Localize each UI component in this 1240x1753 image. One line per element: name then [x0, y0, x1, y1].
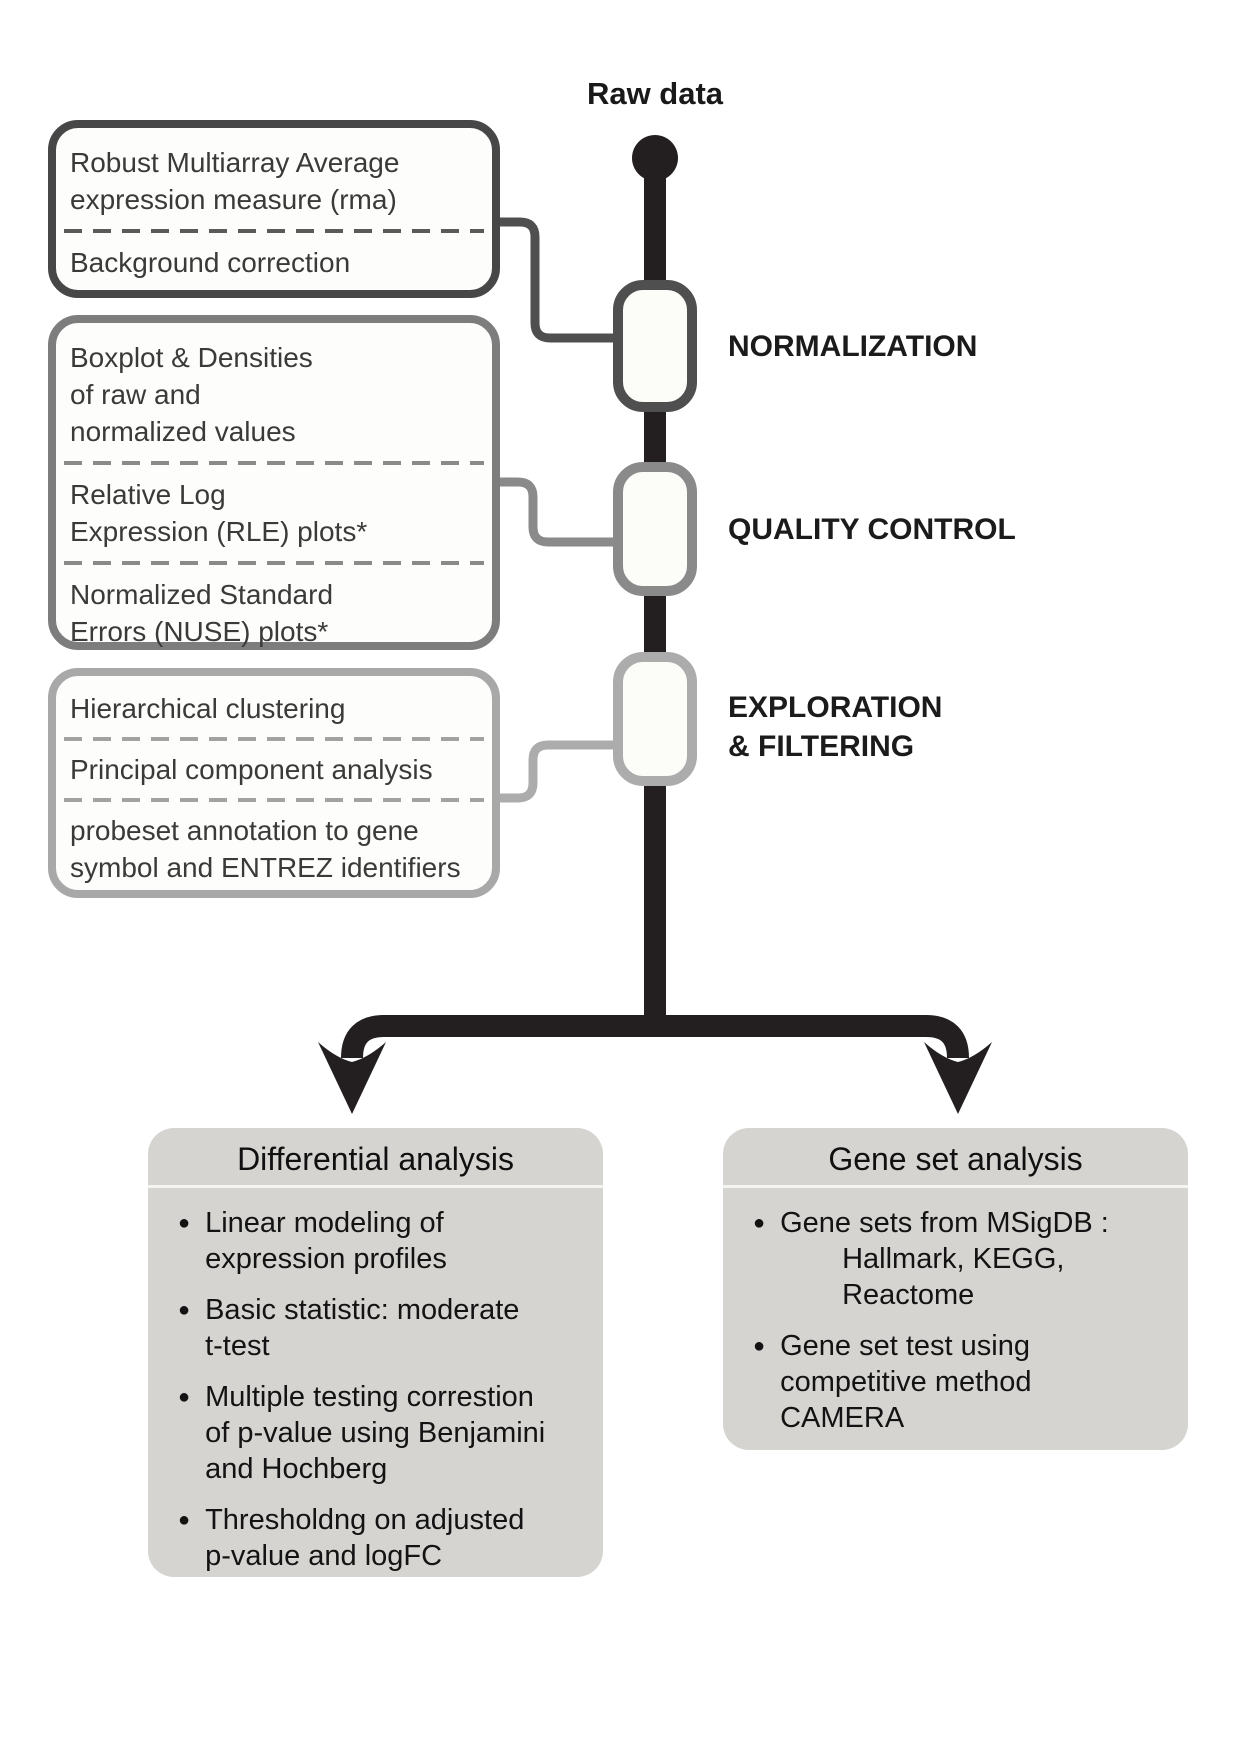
differential-analysis-box	[148, 1128, 603, 1577]
bullet-line: CAMERA	[780, 1402, 905, 1434]
box-item	[56, 751, 492, 788]
exploration-box	[48, 668, 500, 898]
bullet-line: Basic statistic: moderate	[205, 1294, 520, 1326]
bullet-line: of p-value using Benjamini	[205, 1417, 546, 1449]
dashed-divider	[64, 461, 484, 465]
stage-label-line: QUALITY CONTROL	[728, 513, 1016, 546]
list-item	[178, 1379, 589, 1487]
box-item-line: Robust Multiarray Average	[70, 147, 400, 178]
normalization-node	[613, 280, 697, 412]
bullet-dot-icon: ●	[178, 1212, 191, 1234]
bullet-dot-icon: ●	[178, 1509, 191, 1531]
bullet-line: and Hochberg	[205, 1453, 388, 1485]
bullet-line: t-test	[205, 1330, 270, 1362]
exploration-node	[613, 652, 697, 786]
box-item	[56, 690, 492, 727]
box-title: Gene set analysis	[828, 1141, 1083, 1177]
box-item	[56, 339, 492, 450]
box-item-line: expression measure (rma)	[70, 184, 397, 215]
branch-bar	[352, 1026, 958, 1058]
raw-data-dot-icon	[632, 135, 678, 181]
box-item-line: Boxplot & Densities	[70, 342, 313, 373]
stage-label-line: NORMALIZATION	[728, 330, 978, 363]
list-item	[753, 1328, 1174, 1436]
bullet-line: p-value and logFC	[205, 1540, 443, 1572]
dashed-divider	[64, 561, 484, 565]
box-item-line: Relative Log	[70, 479, 226, 510]
box-item	[56, 476, 492, 550]
quality-control-box	[48, 315, 500, 650]
box-item-line: of raw and	[70, 379, 201, 410]
bullet-dot-icon: ●	[753, 1212, 766, 1234]
box-item	[56, 812, 492, 886]
box-item	[56, 576, 492, 650]
stage-label-exploration	[728, 688, 942, 766]
bullet-line: expression profiles	[205, 1243, 447, 1275]
stage-label-normalization	[728, 327, 977, 366]
box-item-line: Normalized Standard	[70, 579, 334, 610]
box-item-line: Principal component analysis	[70, 754, 433, 785]
dashed-divider	[64, 798, 484, 802]
bullet-line: competitive method	[780, 1366, 1032, 1398]
box-item-line: Hierarchical clustering	[70, 693, 346, 724]
connector-exploration	[498, 745, 616, 798]
box-item-line: Errors (NUSE) plots*	[70, 616, 329, 647]
box-item	[56, 244, 492, 281]
bullet-line: Linear modeling of	[205, 1207, 444, 1239]
bullet-line: Hallmark, KEGG,	[842, 1243, 1065, 1275]
stage-label-quality-control	[728, 510, 1016, 549]
list-item	[178, 1292, 589, 1364]
bullet-line: Reactome	[842, 1279, 975, 1311]
box-title: Differential analysis	[237, 1141, 514, 1177]
list-item	[753, 1205, 1174, 1313]
normalization-box	[48, 120, 500, 298]
stage-label-line: & FILTERING	[728, 730, 915, 763]
bullet-dot-icon: ●	[178, 1299, 191, 1321]
box-item	[56, 144, 492, 218]
connector-normalization	[498, 222, 616, 338]
raw-data-label: Raw data	[586, 76, 724, 111]
box-item-line: normalized values	[70, 416, 296, 447]
quality-control-node	[613, 462, 697, 596]
box-item-line: Expression (RLE) plots*	[70, 516, 368, 547]
list-item	[178, 1205, 589, 1277]
bullet-line: Gene set test using	[780, 1330, 1030, 1362]
bullet-dot-icon: ●	[753, 1335, 766, 1357]
bullet-line: Thresholdng on adjusted	[205, 1504, 525, 1536]
bullet-line: Multiple testing correstion	[205, 1381, 534, 1413]
box-item-line: symbol and ENTREZ identifiers	[70, 852, 461, 883]
box-item-line: Background correction	[70, 247, 351, 278]
stage-label-line: EXPLORATION	[728, 691, 943, 724]
box-item-line: probeset annotation to gene	[70, 815, 419, 846]
connector-quality-control	[498, 482, 616, 542]
list-item	[178, 1502, 589, 1574]
dashed-divider	[64, 737, 484, 741]
bullet-line: Gene sets from MSigDB :	[780, 1207, 1109, 1239]
dashed-divider	[64, 229, 484, 233]
gene-set-analysis-box	[723, 1128, 1188, 1450]
bullet-dot-icon: ●	[178, 1386, 191, 1408]
